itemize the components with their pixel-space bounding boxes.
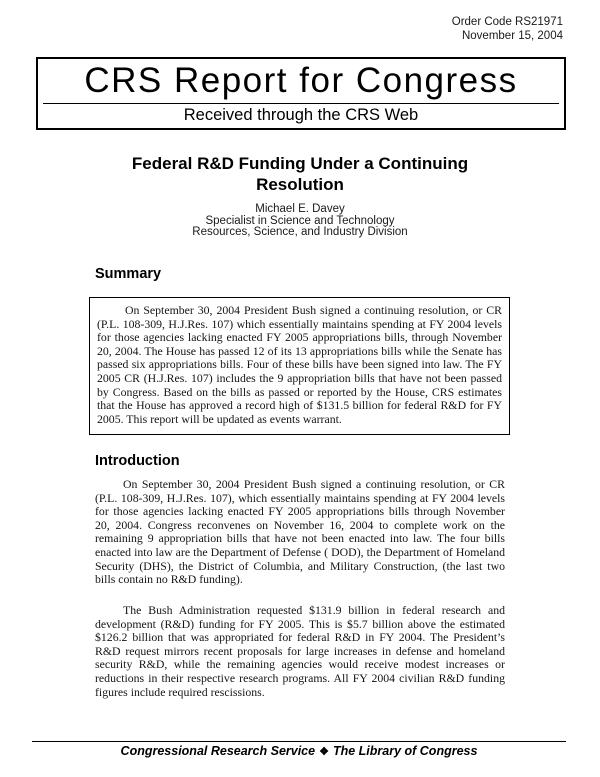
introduction-paragraph-1: On September 30, 2004 President Bush signed a continuing resolution, or CR (P.L. 108-309, H.J.Res. 107), which essentially maintains spending at FY 2004 levels for those agencies lacking enacted FY 2005 appropriations bills through November 20, 2004. Congress reconvenes on November 16, 2004 to complete work on the remaining 9 appropriation bills that have not been enacted into law. The four bills enacted into law are the Department of Defense ( DOD), the Department of Homeland Security (DHS), the District of Columbia, and Military Construction, (the last two bills contain no R&D funding). <box>95 477 505 587</box>
footer-service: Congressional Research Service <box>120 744 316 758</box>
footer-organization: The Library of Congress <box>332 744 478 758</box>
summary-heading: Summary <box>95 266 162 282</box>
order-code: Order Code RS21971 <box>451 16 563 28</box>
report-title: Federal R&D Funding Under a Continuing Resolution <box>131 154 469 194</box>
document-date: November 15, 2004 <box>461 29 563 42</box>
introduction-paragraph-2: The Bush Administration requested $131.9 billion in federal research and development (R&D) funding for FY 2005. This is $5.7 billion above the estimated $126.2 billion that was appropriated for federal R&D in FY 2004. The President’s R&D request mirrors recent proposals for large increases in defense and homeland security R&D, while the remaining agencies would receive modest increases or reductions in their respective research programs. All FY 2004 civilian R&D funding figures include required rescissions. <box>95 603 505 699</box>
author-title: Specialist in Science and Technology <box>205 214 395 227</box>
masthead-title: CRS Report for Congress <box>84 61 518 100</box>
page-footer <box>32 741 566 760</box>
diamond-icon: ❖ <box>319 746 329 758</box>
author-name: Michael E. Davey <box>255 203 345 215</box>
author-block <box>0 204 600 239</box>
masthead-subtitle: Received through the CRS Web <box>183 106 419 124</box>
summary-text: On September 30, 2004 President Bush signed a continuing resolution, or CR (P.L. 108-309, H.J.Res. 107) which essentially maintains spending at FY 2004 levels for those agencies lacking enacted FY 2005 appropriations bills, through November 20, 2004. The House has passed 12 of its 13 appropriations bills while the Senate has passed six appropriations bills. Four of these bills have been signed into law. The FY 2005 CR (H.J.Res. 107) includes the 9 appropriation bills that have not been passed by Congress. Based on the bills as passed or reported by the House, CRS estimates that the House has approved a record high of $131.5 billion for federal R&D for FY 2005. This report will be updated as events warrant. <box>97 303 502 426</box>
author-division: Resources, Science, and Industry Division <box>192 226 408 239</box>
document-meta <box>452 16 563 43</box>
introduction-heading: Introduction <box>95 453 180 469</box>
summary-box <box>89 297 510 435</box>
masthead-box <box>36 57 566 130</box>
